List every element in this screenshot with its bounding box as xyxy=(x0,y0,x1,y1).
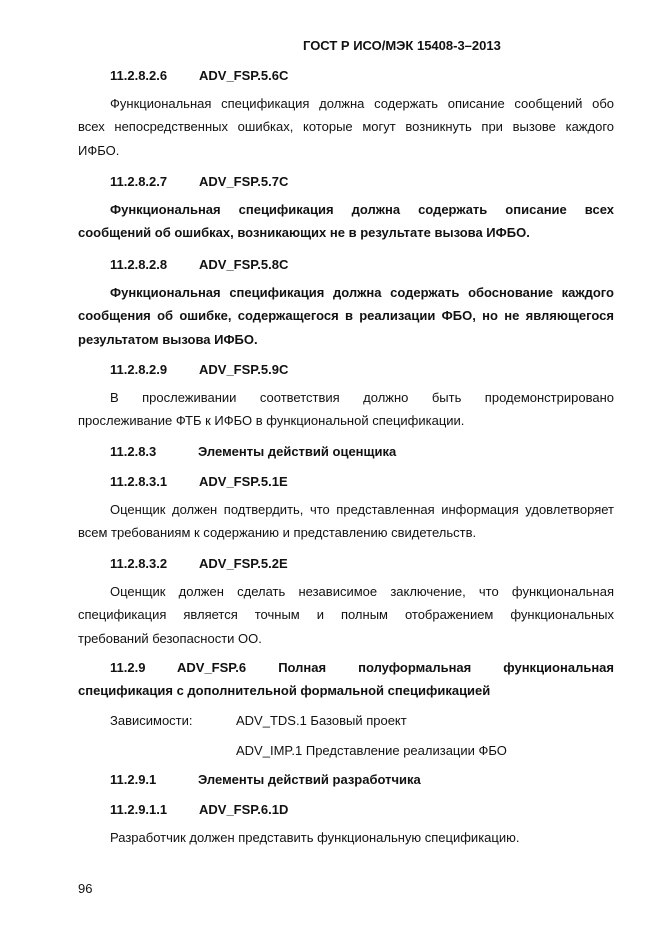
clause-number: 11.2.9.1.1 xyxy=(110,802,168,817)
paragraph-line: ИФБО. xyxy=(78,142,120,158)
clause-number: 11.2.8.2.8 xyxy=(110,257,168,272)
subsection-code: ADV_FSP.6 xyxy=(177,660,247,675)
document-header: ГОСТ Р ИСО/МЭК 15408-3–2013 xyxy=(303,38,501,53)
paragraph-line: Оценщик должен подтвердить, что представленная информация удовлетворяет xyxy=(110,502,614,517)
clause-heading xyxy=(110,556,288,571)
clause-code: ADV_FSP.6.1D xyxy=(199,802,289,817)
clause-paragraph xyxy=(78,92,614,162)
section-title: Элементы действий оценщика xyxy=(198,444,397,459)
paragraph-line: Оценщик должен сделать независимое заключение, что функциональная xyxy=(110,584,614,599)
section-number: 11.2.8.3 xyxy=(110,444,157,459)
clause-paragraph xyxy=(78,580,614,650)
subsection-title: Полная полуформальная функциональная xyxy=(278,660,614,675)
paragraph-line: требований безопасности ОО. xyxy=(78,630,262,646)
clause-heading xyxy=(110,474,288,489)
paragraph-line: В прослеживании соответствия должно быть продемонстрировано xyxy=(110,390,614,405)
subsection-number: 11.2.9 xyxy=(110,660,146,675)
clause-heading xyxy=(110,174,288,189)
clause-code: ADV_FSP.5.9C xyxy=(199,362,289,377)
clause-code: ADV_FSP.5.6C xyxy=(199,68,289,83)
clause-paragraph xyxy=(78,498,614,545)
paragraph-line: Разработчик должен представить функциональную спецификацию. xyxy=(110,830,520,845)
paragraph-line: спецификация является точным и полным отображением функциональных xyxy=(78,607,614,623)
clause-number: 11.2.8.3.2 xyxy=(110,556,168,571)
clause-heading xyxy=(110,68,288,83)
clause-heading xyxy=(110,257,288,272)
section-heading xyxy=(110,444,396,459)
clause-heading xyxy=(110,802,288,817)
clause-number: 11.2.8.2.6 xyxy=(110,68,168,83)
clause-paragraph xyxy=(78,386,614,433)
paragraph-line: всем требованиям к содержанию и представлению свидетельств. xyxy=(78,525,477,541)
clause-code: ADV_FSP.5.1E xyxy=(199,474,288,489)
paragraph-line: Функциональная спецификация должна содержать обоснование каждого xyxy=(110,285,614,300)
subsection-heading-line xyxy=(78,656,614,679)
paragraph-line: прослеживание ФТБ к ИФБО в функциональной спецификации. xyxy=(78,413,465,429)
clause-number: 11.2.8.2.9 xyxy=(110,362,168,377)
paragraph-line: сообщений об ошибках, возникающих не в результате вызова ИФБО. xyxy=(78,225,530,241)
page-number: 96 xyxy=(78,881,93,896)
dependency-item: ADV_IMP.1 Представление реализации ФБО xyxy=(236,743,507,758)
dependencies-label: Зависимости: xyxy=(110,713,193,728)
dependency-item: ADV_TDS.1 Базовый проект xyxy=(236,713,407,728)
clause-paragraph xyxy=(78,281,614,351)
paragraph-line: Функциональная спецификация должна содержать описание всех xyxy=(110,202,614,217)
clause-code: ADV_FSP.5.2E xyxy=(199,556,288,571)
paragraph-line: Функциональная спецификация должна содержать описание сообщений обо xyxy=(110,96,614,111)
section-title: Элементы действий разработчика xyxy=(198,772,421,787)
clause-paragraph xyxy=(78,198,614,245)
paragraph-line: всех непосредственных ошибках, которые могут возникнуть при вызове каждого xyxy=(78,119,614,135)
paragraph-line: сообщения об ошибке, содержащегося в реализации ФБО, но не являющегося xyxy=(78,308,614,324)
clause-number: 11.2.8.3.1 xyxy=(110,474,168,489)
clause-paragraph xyxy=(78,826,614,849)
clause-code: ADV_FSP.5.8C xyxy=(199,257,289,272)
clause-number: 11.2.8.2.7 xyxy=(110,174,168,189)
subsection-title-continuation: спецификация с дополнительной формальной спецификацией xyxy=(78,683,491,699)
subsection-heading xyxy=(78,656,614,703)
clause-heading xyxy=(110,362,288,377)
section-heading xyxy=(110,772,421,787)
section-number: 11.2.9.1 xyxy=(110,772,157,787)
clause-code: ADV_FSP.5.7C xyxy=(199,174,289,189)
paragraph-line: результатом вызова ИФБО. xyxy=(78,331,258,347)
